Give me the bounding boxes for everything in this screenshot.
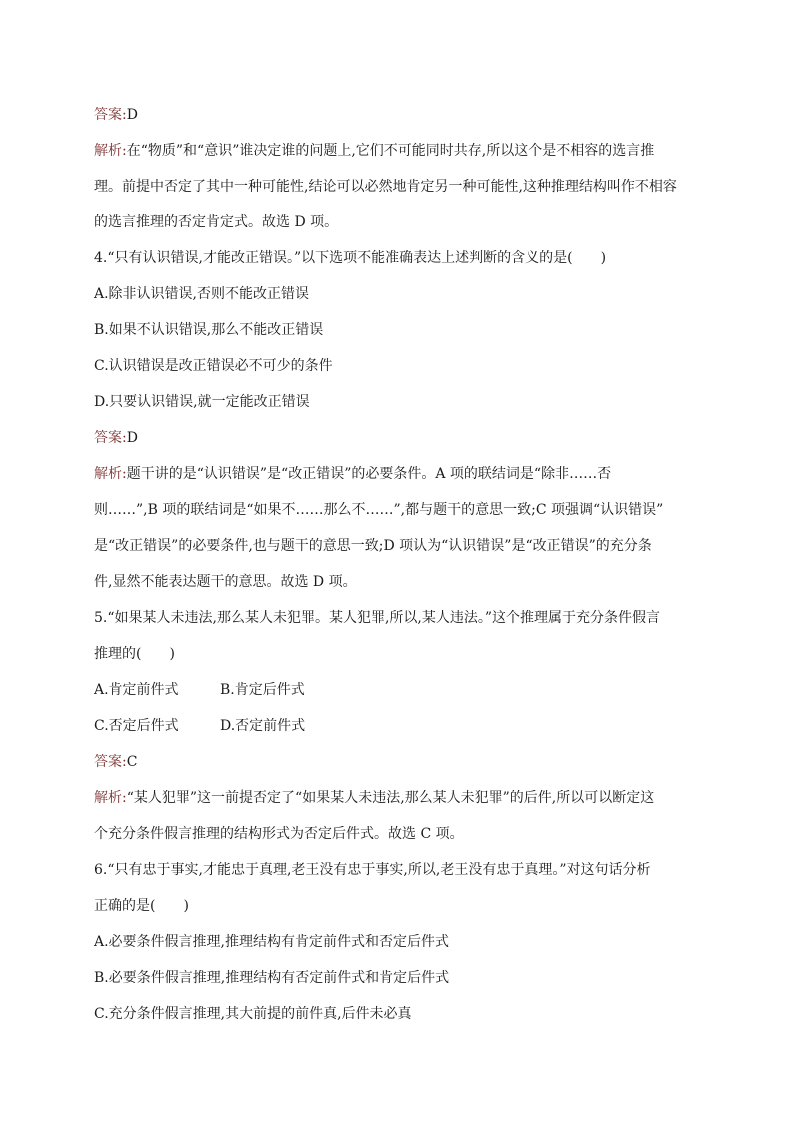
analysis-label: 解析: [94, 466, 127, 482]
q5-options-row-2 [94, 717, 306, 735]
q6-question-line-2: 正确的是( ) [94, 898, 189, 914]
q4-question: 4.“只有认识错误,才能改正错误。”以下选项不能准确表达上述判断的含义的是( ) [94, 250, 607, 266]
analysis-text: “某人犯罪”这一前提否定了“如果某人未违法,那么某人未犯罪”的后件,所以可以断定这 [126, 790, 655, 806]
q4-option-b: B.如果不认识错误,那么不能改正错误 [94, 322, 324, 338]
answer-label: 答案: [94, 754, 127, 770]
q5-option-c: C.否定后件式 [94, 718, 179, 734]
answer-value: D [126, 107, 138, 123]
q3-analysis-line-2: 理。前提中否定了其中一种可能性,结论可以必然地肯定另一种可能性,这种推理结构叫作不相容 [94, 179, 677, 195]
q4-analysis-line-4: 件,显然不能表达题干的意思。故选 D 项。 [94, 574, 357, 590]
q5-answer [94, 753, 137, 771]
q5-question-line-2: 推理的( ) [94, 646, 175, 662]
analysis-label: 解析: [94, 790, 127, 806]
q5-question-line-1: 5.“如果某人未违法,那么某人未犯罪。某人犯罪,所以,某人违法。”这个推理属于充分条件假言 [94, 610, 661, 626]
analysis-label: 解析: [94, 143, 127, 159]
q5-option-d: D.否定前件式 [220, 718, 306, 734]
answer-value: D [126, 430, 138, 446]
analysis-text: 题干讲的是“认识错误”是“改正错误”的必要条件。A 项的联结词是“除非……否 [126, 466, 612, 482]
q5-option-b: B.肯定后件式 [220, 682, 305, 698]
q5-analysis-line-1 [94, 789, 654, 807]
answer-value: C [126, 754, 138, 770]
q5-option-a: A.肯定前件式 [94, 682, 179, 698]
q4-option-a: A.除非认识错误,否则不能改正错误 [94, 286, 310, 302]
q4-option-c: C.认识错误是改正错误必不可少的条件 [94, 358, 333, 374]
q6-option-b: B.必要条件假言推理,推理结构有否定前件式和肯定后件式 [94, 970, 450, 986]
q4-option-d: D.只要认识错误,就一定能改正错误 [94, 394, 310, 410]
q4-analysis-line-1 [94, 465, 611, 483]
q5-analysis-line-2: 个充分条件假言推理的结构形式为否定后件式。故选 C 项。 [94, 826, 464, 842]
q4-answer [94, 429, 138, 447]
q4-analysis-line-2: 则……”,B 项的联结词是“如果不……那么不……”,都与题干的意思一致;C 项强调“认识错误” [94, 502, 664, 518]
analysis-text: 在“物质”和“意识”谁决定谁的问题上,它们不可能同时共存,所以这个是不相容的选言推 [126, 143, 655, 159]
q3-answer [94, 106, 138, 124]
answer-label: 答案: [94, 430, 127, 446]
q6-option-c: C.充分条件假言推理,其大前提的前件真,后件未必真 [94, 1006, 412, 1022]
q6-question-line-1: 6.“只有忠于事实,才能忠于真理,老王没有忠于事实,所以,老王没有忠于真理。”对这句话分析 [94, 862, 651, 878]
q6-option-a: A.必要条件假言推理,推理结构有肯定前件式和否定后件式 [94, 934, 450, 950]
q3-analysis-line-1 [94, 142, 654, 160]
q4-analysis-line-3: 是“改正错误”的必要条件,也与题干的意思一致;D 项认为“认识错误”是“改正错误”的充分条 [94, 538, 652, 554]
answer-label: 答案: [94, 107, 127, 123]
q3-analysis-line-3: 的选言推理的否定肯定式。故选 D 项。 [94, 214, 339, 230]
q5-options-row-1 [94, 681, 305, 699]
